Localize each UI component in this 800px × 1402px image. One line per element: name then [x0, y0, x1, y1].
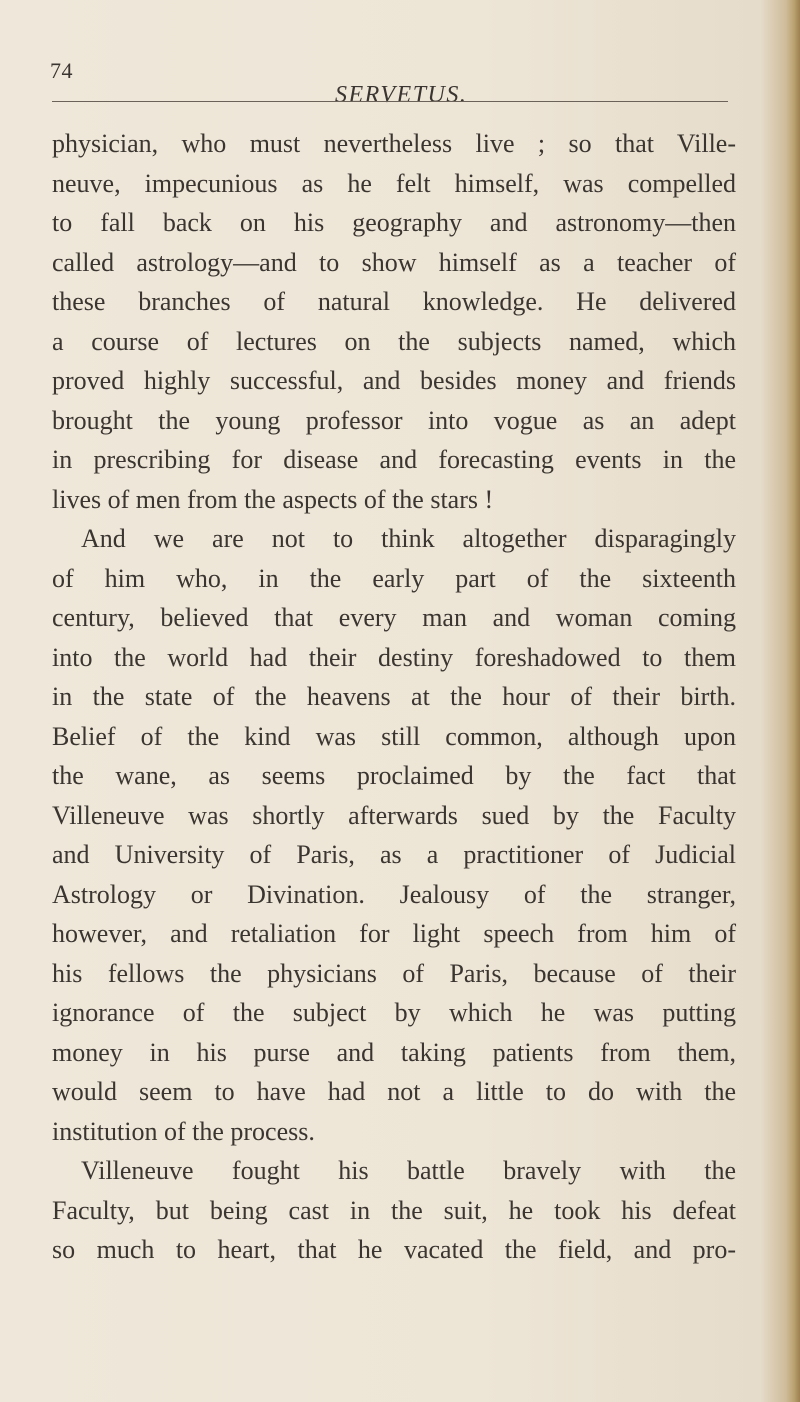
text-line: the wane, as seems proclaimed by the fact that	[52, 761, 736, 790]
text-line: neuve, impecunious as he felt himself, was compelled	[52, 168, 736, 198]
text-line: And we are not to think altogether disparagingly	[81, 524, 736, 553]
text-line: Faculty, but being cast in the suit, he took his defeat	[52, 1195, 736, 1225]
text-line: of him who, in the early part of the sixteenth	[52, 563, 736, 593]
text-line: Villeneuve was shortly afterwards sued by the Faculty	[52, 800, 736, 830]
page-number: 74	[50, 58, 73, 83]
text-line: Belief of the kind was still common, although upon	[52, 721, 736, 751]
header-rule	[52, 101, 728, 102]
page-edge-shadow	[786, 0, 800, 1402]
text-line: called astrology—and to show himself as a teacher of	[52, 247, 736, 277]
text-line: lives of men from the aspects of the stars !	[52, 484, 494, 514]
text-line: century, believed that every man and woman coming	[52, 603, 736, 632]
text-line: into the world had their destiny foreshadowed to them	[52, 642, 736, 672]
text-line: these branches of natural knowledge. He delivered	[52, 287, 736, 316]
text-line: in prescribing for disease and forecasting events in the	[52, 445, 736, 474]
text-line: to fall back on his geography and astronomy—then	[52, 208, 736, 237]
text-line: however, and retaliation for light speech from him of	[52, 919, 736, 948]
text-line: proved highly successful, and besides money and friends	[52, 366, 736, 395]
text-line: in the state of the heavens at the hour of their birth.	[52, 682, 736, 711]
text-line: physician, who must nevertheless live ; so that Ville-	[52, 129, 736, 158]
text-line: institution of the process.	[52, 1116, 315, 1146]
body-text	[52, 124, 736, 1270]
running-head: SERVETUS.	[335, 82, 468, 108]
text-line: and University of Paris, as a practitioner of Judicial	[52, 840, 736, 869]
text-line: would seem to have had not a little to do with the	[52, 1077, 736, 1106]
text-line: a course of lectures on the subjects named, which	[52, 326, 736, 356]
text-line: ignorance of the subject by which he was putting	[52, 998, 736, 1027]
text-line: brought the young professor into vogue as an adept	[52, 405, 736, 435]
page-header	[50, 58, 730, 108]
text-line: money in his purse and taking patients from them,	[52, 1037, 736, 1067]
text-line: Astrology or Divination. Jealousy of the stranger,	[52, 879, 736, 909]
text-line: Villeneuve fought his battle bravely with the	[81, 1156, 736, 1185]
text-line: so much to heart, that he vacated the field, and pro-	[52, 1235, 736, 1264]
text-line: his fellows the physicians of Paris, because of their	[52, 958, 736, 988]
